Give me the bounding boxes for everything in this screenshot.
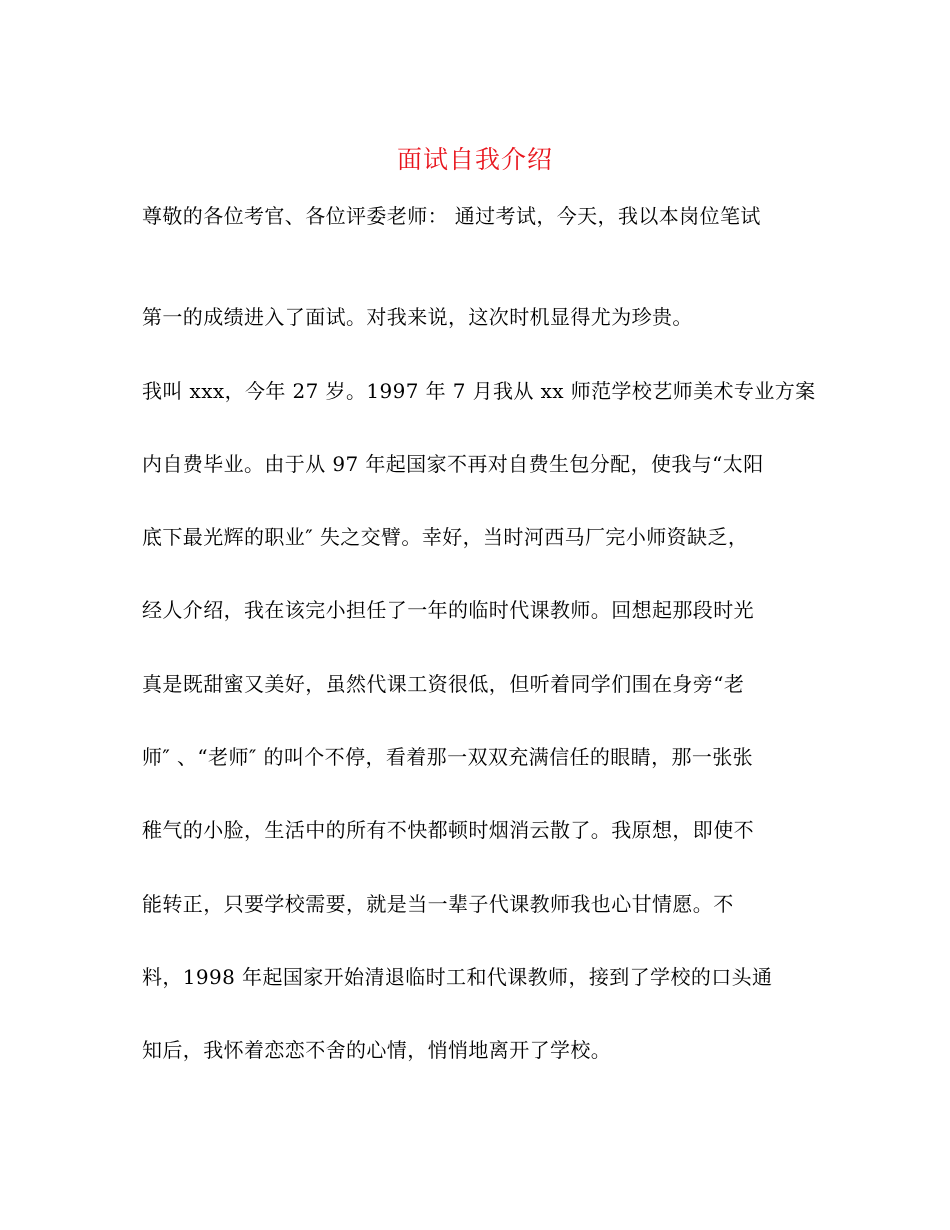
paragraph-line: 尊敬的各位考官、各位评委老师： 通过考试，今天，我以本岗位笔试 [142,204,761,228]
paragraph-line: 经人介绍，我在该完小担任了一年的临时代课教师。回想起那段时光 [142,598,754,622]
paragraph-line: 稚气的小脸，生活中的所有不快都顿时烟消云散了。我原想，即使不 [142,818,754,842]
paragraph-line: 师″ 、“老师″ 的叫个不停，看着那一双双充满信任的眼睛，那一张张 [142,745,754,769]
paragraph-line: 知后，我怀着恋恋不舍的心情，悄悄地离开了学校。 [142,1038,612,1062]
paragraph-line: 底下最光辉的职业″ 失之交臂。幸好，当时河西马厂完小师资缺乏， [142,525,749,549]
paragraph-line: 真是既甜蜜又美好，虽然代课工资很低，但听着同学们围在身旁“老 [142,672,745,696]
paragraph-line: 第一的成绩进入了面试。对我来说，这次时机显得尤为珍贵。 [142,305,693,329]
paragraph-line: 能转正，只要学校需要，就是当一辈子代课教师我也心甘情愿。不 [142,892,734,916]
paragraph-line: 料，1998 年起国家开始清退临时工和代课教师，接到了学校的口头通 [142,965,773,989]
paragraph-line: 我叫 xxx，今年 27 岁。1997 年 7 月我从 xx 师范学校艺师美术专业方案 [142,379,816,403]
paragraph-line: 内自费毕业。由于从 97 年起国家不再对自费生包分配，使我与“太阳 [142,452,764,476]
document-title: 面试自我介绍 [396,145,553,174]
